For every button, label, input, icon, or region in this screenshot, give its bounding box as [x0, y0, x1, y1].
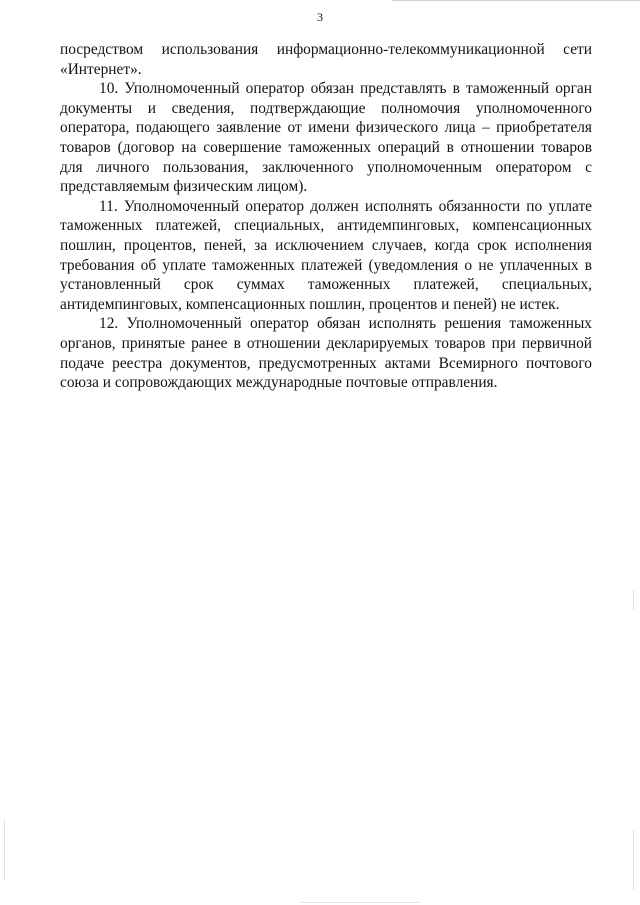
paragraph-11: 11. Уполномоченный оператор должен исполнять обязанности по уплате таможенных платежей, специальных, антидемпинговых, компенсационных пошлин, процентов, пеней, за исключением случаев, когда срок исполнения требования об уплате таможенных платежей (уведомления о не уплаченных в установленный срок суммах таможенных платежей, специальных, антидемпинговых, компенсационных пошлин, процентов и пеней) не истек. [60, 197, 592, 313]
scan-edge-mark-bottom [300, 902, 420, 903]
paragraph-12: 12. Уполномоченный оператор обязан исполнять решения таможенных органов, принятые ранее в отношении декларируемых товаров при первичной подаче реестра документов, предусмотренных актами Всемирного почтового союза и сопровождающих международные почтовые отправления. [60, 315, 592, 392]
page-number: 3 [317, 10, 323, 24]
document-body [60, 40, 592, 393]
paragraph-continuation: посредством использования информационно-телекоммуникационной сети «Интернет». [60, 41, 592, 78]
scan-edge-mark-left [4, 820, 5, 880]
page-top-edge [392, 0, 640, 1]
scan-edge-mark-right-bottom [633, 830, 634, 890]
scan-edge-mark-right [633, 590, 634, 610]
paragraph-10: 10. Уполномоченный оператор обязан представлять в таможенный орган документы и сведения, подтверждающие полномочия уполномоченного оператора, подающего заявление от имени физического лица – приобретателя товаров (договор на совершение таможенных операций в отношении товаров для личного пользования, заключенного уполномоченным оператором с представляемым физическим лицом). [60, 80, 592, 196]
